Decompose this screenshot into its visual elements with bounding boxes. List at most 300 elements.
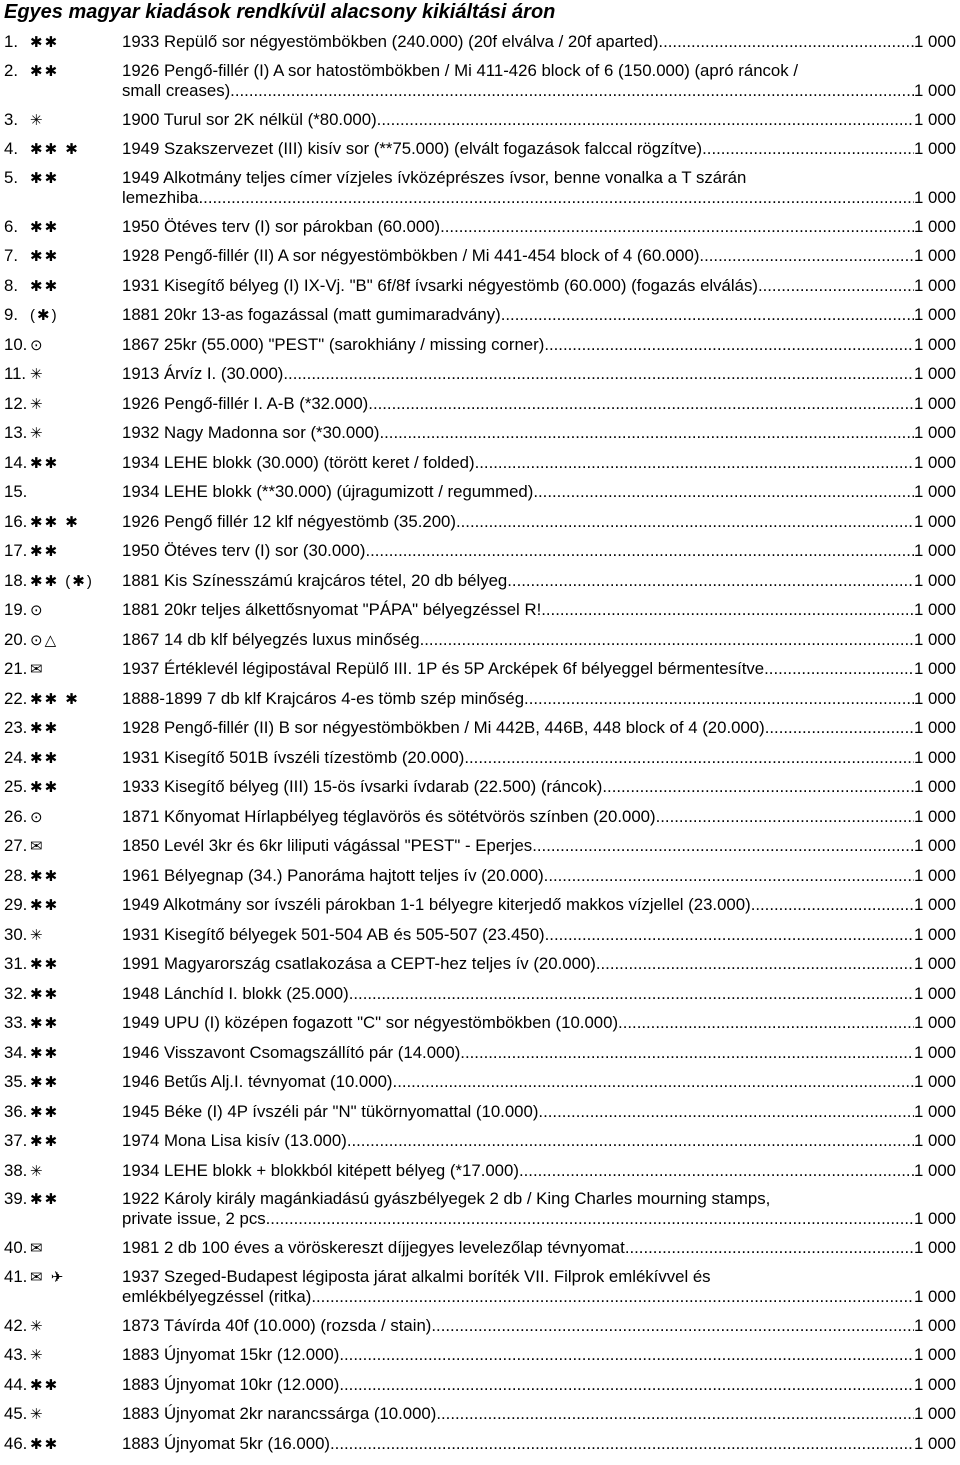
lot-description xyxy=(122,1131,956,1151)
lot-row xyxy=(4,1098,956,1128)
lot-number: 32. xyxy=(4,983,28,1003)
dot-leader xyxy=(339,1345,914,1365)
starting-price: 1 000 xyxy=(914,954,956,973)
starting-price: 1 000 xyxy=(914,895,956,914)
lot-description xyxy=(122,276,956,296)
lot-description-line: 1883 Újnyomat 5kr (16.000) ..... 1 000 xyxy=(122,1434,956,1454)
dot-leader xyxy=(347,1131,914,1151)
lot-description-line: 1949 Alkotmány sor ívszéli párokban 1-1 bélyegre kiterjedő makkos vízjellel (23.000) ..... 1 000 xyxy=(122,895,956,915)
lot-description-line: 1922 Károly király magánkiadású gyászbélyegek 2 db / King Charles mourning stamps, xyxy=(122,1189,771,1208)
lot-description xyxy=(122,1434,956,1454)
condition-symbol-icon: ✱✱ xyxy=(30,454,60,472)
dot-leader xyxy=(311,1287,914,1307)
lot-number: 37. xyxy=(4,1131,28,1150)
lot-number: 24. xyxy=(4,747,28,767)
dot-leader xyxy=(656,807,914,827)
lot-number: 26. xyxy=(4,806,28,826)
dot-leader xyxy=(456,512,914,532)
dot-leader xyxy=(764,659,914,679)
lot-row xyxy=(4,242,956,272)
condition-symbol-icon: ✱✱ xyxy=(30,1044,60,1062)
starting-price: 1 000 xyxy=(914,423,956,442)
lot-row xyxy=(4,331,956,361)
dot-leader xyxy=(532,836,914,856)
dot-leader xyxy=(507,571,914,591)
lot-row xyxy=(4,390,956,420)
lot-row xyxy=(4,803,956,833)
starting-price: 1 000 xyxy=(914,1315,956,1335)
lot-description xyxy=(122,61,956,101)
lot-number: 36. xyxy=(4,1101,28,1121)
lot-number: 6. xyxy=(4,216,18,236)
lot-number: 18. xyxy=(4,570,28,590)
lot-description xyxy=(122,1043,956,1063)
lot-number: 22. xyxy=(4,688,28,708)
starting-price: 1 000 xyxy=(914,1072,956,1091)
lot-description-line: 1926 Pengő-fillér I. A-B (*32.000) ..... 1 000 xyxy=(122,394,956,414)
lot-number: 44. xyxy=(4,1374,28,1394)
lot-description xyxy=(122,541,956,561)
dot-leader xyxy=(625,1238,914,1258)
dot-leader xyxy=(544,335,914,355)
dot-leader xyxy=(420,630,914,650)
lot-row xyxy=(4,106,956,136)
condition-symbol-icon: ✳ xyxy=(30,1347,45,1364)
lot-row xyxy=(4,950,956,980)
condition-symbol-icon: ✱✱ xyxy=(30,169,60,187)
lot-description xyxy=(122,1102,956,1122)
lot-description-line: 1950 Ötéves terv (I) sor (30.000) ..... 1 000 xyxy=(122,541,956,561)
lot-description xyxy=(122,1404,956,1424)
lot-row xyxy=(4,1068,956,1098)
dot-leader xyxy=(440,217,914,237)
lot-description-line: 1888-1899 7 db klf Krajcáros 4-es tömb szép minőség ..... 1 000 xyxy=(122,689,956,709)
lot-description-line: emlékbélyegzéssel (ritka) ..... 1 000 xyxy=(122,1287,956,1307)
lot-number: 34. xyxy=(4,1042,28,1062)
starting-price: 1 000 xyxy=(914,305,956,324)
dot-leader xyxy=(283,364,914,384)
lot-row xyxy=(4,28,956,58)
condition-symbol-icon: ✱✱ xyxy=(30,1376,60,1394)
lot-description xyxy=(122,1072,956,1092)
condition-symbol-icon: ✱✱ xyxy=(30,956,60,973)
lot-description-line: 1945 Béke (I) 4P ívszéli pár "N" tükörnyomattal (10.000) ..... 1 000 xyxy=(122,1102,956,1122)
dot-leader xyxy=(545,925,914,945)
lot-number: 9. xyxy=(4,305,18,324)
condition-symbol-icon: ✱✱ xyxy=(30,985,60,1003)
starting-price: 1 000 xyxy=(914,629,956,649)
lot-description xyxy=(122,630,956,650)
lot-description-line: 1873 Távírda 40f (10.000) (rozsda / stain) ..... 1 000 xyxy=(122,1316,956,1336)
starting-price: 1 000 xyxy=(914,865,956,885)
starting-price: 1 000 xyxy=(914,718,956,737)
lot-row xyxy=(4,1371,956,1401)
condition-symbol-icon: ✉ ✈ xyxy=(30,1268,66,1286)
lot-row xyxy=(4,655,956,685)
lot-description-line: 1931 Kisegítő 501B ívszéli tízestömb (20.000) ..... 1 000 xyxy=(122,748,956,768)
lot-description-line: 1900 Turul sor 2K nélkül (*80.000) ..... 1 000 xyxy=(122,110,956,130)
condition-symbol-icon: ✱✱ xyxy=(30,1191,60,1208)
condition-symbol-icon: ✱✱ xyxy=(30,543,60,560)
lot-number: 46. xyxy=(4,1433,28,1453)
lot-description xyxy=(122,1013,956,1033)
lot-row xyxy=(4,891,956,921)
condition-symbol-icon: ✉ xyxy=(30,661,45,678)
lot-description-line: 1871 Kőnyomat Hírlapbélyeg téglavörös és sötétvörös színben (20.000) ..... 1 000 xyxy=(122,807,956,827)
starting-price: 1 000 xyxy=(914,246,956,265)
dot-leader xyxy=(393,1072,914,1092)
dot-leader xyxy=(702,139,914,159)
starting-price: 1 000 xyxy=(914,511,956,531)
lot-number: 10. xyxy=(4,334,28,354)
lot-description xyxy=(122,925,956,945)
lot-row xyxy=(4,1127,956,1157)
lot-row xyxy=(4,921,956,951)
lot-number: 31. xyxy=(4,954,28,973)
condition-symbol-icon: ✱✱ xyxy=(30,720,60,737)
lot-number: 23. xyxy=(4,718,28,737)
starting-price: 1 000 xyxy=(914,747,956,767)
lot-description xyxy=(122,1375,956,1395)
lot-description xyxy=(122,895,956,915)
lot-description-line: 1949 UPU (I) középen fogazott "C" sor négyestömbökben (10.000) ..... 1 000 xyxy=(122,1013,956,1033)
starting-price: 1 000 xyxy=(914,777,956,796)
lot-description-line: private issue, 2 pcs ..... 1 000 xyxy=(122,1209,956,1229)
lot-number: 11. xyxy=(4,364,27,383)
starting-price: 1 000 xyxy=(914,836,956,855)
lot-description-line: 1928 Pengő-fillér (II) B sor négyestömbökben / Mi 442B, 446B, 448 block of 4 (20.000) ..... 1 000 xyxy=(122,718,956,738)
lot-description-line: 1913 Árvíz I. (30.000) ..... 1 000 xyxy=(122,364,956,384)
lot-list xyxy=(4,28,956,1459)
lot-description-line: 1933 Repülő sor négyestömbökben (240.000) (20f elválva / 20f aparted) ..... 1 000 xyxy=(122,32,956,52)
condition-symbol-icon: ✱✱ xyxy=(30,248,60,265)
condition-symbol-icon: ✉ xyxy=(30,838,45,855)
lot-description xyxy=(122,482,956,502)
starting-price: 1 000 xyxy=(914,1286,956,1306)
dot-leader xyxy=(699,246,914,266)
condition-symbol-icon: ⊙ xyxy=(30,602,45,619)
lot-number: 42. xyxy=(4,1315,28,1335)
lot-row xyxy=(4,1341,956,1371)
lot-row xyxy=(4,980,956,1010)
lot-row xyxy=(4,744,956,774)
lot-description xyxy=(122,836,956,856)
lot-description-line: 1933 Kisegítő bélyeg (III) 15-ös ívsarki ívdarab (22.500) (ráncok) ..... 1 000 xyxy=(122,777,956,797)
starting-price: 1 000 xyxy=(914,32,956,51)
lot-description-line: 1931 Kisegítő bélyegek 501-504 AB és 505-507 (23.450) ..... 1 000 xyxy=(122,925,956,945)
lot-description-line: small creases) ..... 1 000 xyxy=(122,81,956,101)
lot-description xyxy=(122,1316,956,1336)
lot-description-line: 1937 Értéklevél légipostával Repülő III. 1P és 5P Arcképek 6f bélyeggel bérmentesítve ..... 1 000 xyxy=(122,659,956,679)
dot-leader xyxy=(501,305,914,325)
lot-row xyxy=(4,714,956,744)
lot-description-line: 1950 Ötéves terv (I) sor párokban (60.000) ..... 1 000 xyxy=(122,217,956,237)
dot-leader xyxy=(618,1013,914,1033)
condition-symbol-icon: ✱✱ xyxy=(30,1074,60,1091)
lot-number: 12. xyxy=(4,393,28,413)
condition-symbol-icon: ✳ xyxy=(30,1162,45,1180)
dot-leader xyxy=(199,188,915,208)
lot-number: 19. xyxy=(4,600,28,619)
starting-price: 1 000 xyxy=(914,1404,956,1423)
lot-row xyxy=(4,832,956,862)
lot-row xyxy=(4,685,956,715)
lot-number: 2. xyxy=(4,60,18,80)
dot-leader xyxy=(377,110,914,130)
condition-symbol-icon: ⊙△ xyxy=(30,631,59,649)
dot-leader xyxy=(230,81,914,101)
starting-price: 1 000 xyxy=(914,983,956,1003)
condition-symbol-icon: ✱✱ xyxy=(30,1133,60,1150)
condition-symbol-icon: ✱✱ ✱ xyxy=(30,513,80,531)
condition-symbol-icon: ✱✱ xyxy=(30,277,60,295)
lot-description xyxy=(122,305,956,325)
condition-symbol-icon: ✱✱ xyxy=(30,749,60,767)
dot-leader xyxy=(524,689,914,709)
starting-price: 1 000 xyxy=(914,275,956,295)
page-title: Egyes magyar kiadások rendkívül alacsony kikiáltási áron xyxy=(4,1,556,23)
dot-leader xyxy=(379,423,914,443)
starting-price: 1 000 xyxy=(914,393,956,413)
condition-symbol-icon: ✳ xyxy=(30,111,45,129)
lot-description xyxy=(122,512,956,532)
condition-symbol-icon: ✱✱ ✱ xyxy=(30,690,80,708)
starting-price: 1 000 xyxy=(914,1345,956,1364)
lot-description xyxy=(122,866,956,886)
lot-description xyxy=(122,364,956,384)
lot-number: 3. xyxy=(4,109,18,129)
lot-description xyxy=(122,110,956,130)
lot-row xyxy=(4,537,956,567)
condition-symbol-icon: ✱✱ xyxy=(30,897,60,914)
lot-row xyxy=(4,135,956,165)
lot-description xyxy=(122,453,956,473)
condition-symbol-icon: ✳ xyxy=(30,425,45,442)
lot-number: 38. xyxy=(4,1160,28,1180)
lot-description xyxy=(122,807,956,827)
condition-symbol-icon: ⊙ xyxy=(30,336,45,354)
dot-leader xyxy=(751,895,914,915)
lot-description xyxy=(122,659,956,679)
lot-row xyxy=(4,1157,956,1187)
starting-price: 1 000 xyxy=(914,187,956,207)
lot-description-line: 1946 Visszavont Csomagszállító pár (14.000) ..... 1 000 xyxy=(122,1043,956,1063)
starting-price: 1 000 xyxy=(914,1042,956,1062)
condition-symbol-icon: ✱✱ xyxy=(30,1435,60,1453)
condition-symbol-icon: ✳ xyxy=(30,395,45,413)
condition-symbol-icon: ✱✱ (✱) xyxy=(30,572,94,590)
starting-price: 1 000 xyxy=(914,364,956,383)
lot-description xyxy=(122,217,956,237)
lot-row xyxy=(4,360,956,390)
condition-symbol-icon: ✱✱ xyxy=(30,1103,60,1121)
lot-number: 20. xyxy=(4,629,28,649)
lot-number: 15. xyxy=(4,482,28,501)
lot-description-line: 1931 Kisegítő bélyeg (I) IX-Vj. "B" 6f/8f ívsarki négyestömb (60.000) (fogazás elválás) ..... 1 000 xyxy=(122,276,956,296)
dot-leader xyxy=(475,453,914,473)
lot-row xyxy=(4,478,956,508)
lot-number: 5. xyxy=(4,167,18,187)
lot-description-line: 1881 Kis Színesszámú krajcáros tétel, 20 db bélyeg ..... 1 000 xyxy=(122,571,956,591)
starting-price: 1 000 xyxy=(914,1209,956,1228)
lot-row xyxy=(4,1009,956,1039)
dot-leader xyxy=(602,777,914,797)
lot-row xyxy=(4,1312,956,1342)
starting-price: 1 000 xyxy=(914,806,956,826)
dot-leader xyxy=(519,1161,914,1181)
starting-price: 1 000 xyxy=(914,570,956,590)
dot-leader xyxy=(431,1316,914,1336)
lot-number: 4. xyxy=(4,139,18,158)
dot-leader xyxy=(368,394,914,414)
lot-description-line: 1961 Bélyegnap (34.) Panoráma hajtott teljes ív (20.000) ..... 1 000 xyxy=(122,866,956,886)
lot-number: 35. xyxy=(4,1072,28,1091)
dot-leader xyxy=(266,1209,914,1229)
lot-description-line: 1881 20kr 13-as fogazással (matt gumimaradvány) ..... 1 000 xyxy=(122,305,956,325)
condition-symbol-icon: (✱) xyxy=(30,307,59,324)
lot-row xyxy=(4,165,956,213)
starting-price: 1 000 xyxy=(914,1374,956,1394)
starting-price: 1 000 xyxy=(914,541,956,560)
starting-price: 1 000 xyxy=(914,659,956,678)
lot-description xyxy=(122,600,956,620)
starting-price: 1 000 xyxy=(914,334,956,354)
lot-description-line: 1934 LEHE blokk (**30.000) (újragumizott / regummed) ..... 1 000 xyxy=(122,482,956,502)
lot-description xyxy=(122,1161,956,1181)
lot-description-line: 1883 Újnyomat 2kr narancssárga (10.000) ..... 1 000 xyxy=(122,1404,956,1424)
lot-description-line: 1850 Levél 3kr és 6kr liliputi vágással "PEST" - Eperjes ..... 1 000 xyxy=(122,836,956,856)
dot-leader xyxy=(464,748,914,768)
lot-description xyxy=(122,1267,956,1307)
condition-symbol-icon: ✳ xyxy=(30,1406,45,1423)
starting-price: 1 000 xyxy=(914,80,956,100)
condition-symbol-icon: ✱✱ xyxy=(30,62,60,80)
lot-description xyxy=(122,984,956,1004)
lot-row xyxy=(4,213,956,243)
starting-price: 1 000 xyxy=(914,482,956,501)
starting-price: 1 000 xyxy=(914,216,956,236)
lot-description-line: 1932 Nagy Madonna sor (*30.000) ..... 1 000 xyxy=(122,423,956,443)
lot-row xyxy=(4,58,956,106)
lot-number: 7. xyxy=(4,246,18,265)
starting-price: 1 000 xyxy=(914,452,956,472)
dot-leader xyxy=(349,984,914,1004)
dot-leader xyxy=(533,482,914,502)
condition-symbol-icon: ✱✱ xyxy=(30,218,60,236)
dot-leader xyxy=(758,276,914,296)
dot-leader xyxy=(339,1375,914,1395)
starting-price: 1 000 xyxy=(914,1433,956,1453)
lot-description xyxy=(122,748,956,768)
lot-number: 25. xyxy=(4,777,28,796)
lot-description-line: 1974 Mona Lisa kisív (13.000) ..... 1 000 xyxy=(122,1131,956,1151)
lot-description-line: 1991 Magyarország csatlakozása a CEPT-hez teljes ív (20.000) ..... 1 000 xyxy=(122,954,956,974)
lot-description-line: 1867 14 db klf bélyegzés luxus minőség ..... 1 000 xyxy=(122,630,956,650)
dot-leader xyxy=(544,866,914,886)
condition-symbol-icon: ✱✱ xyxy=(30,867,60,885)
dot-leader xyxy=(596,954,914,974)
lot-number: 45. xyxy=(4,1404,28,1423)
lot-row xyxy=(4,272,956,302)
lot-description xyxy=(122,246,956,266)
starting-price: 1 000 xyxy=(914,688,956,708)
lot-description xyxy=(122,571,956,591)
lot-description-line: 1883 Újnyomat 15kr (12.000) ..... 1 000 xyxy=(122,1345,956,1365)
lot-number: 14. xyxy=(4,452,28,472)
lot-description-line: 1881 20kr teljes álkettősnyomat "PÁPA" bélyegzéssel R!. ..... 1 000 xyxy=(122,600,956,620)
lot-number: 13. xyxy=(4,423,28,442)
lot-row xyxy=(4,301,956,331)
lot-description xyxy=(122,1345,956,1365)
lot-row xyxy=(4,773,956,803)
condition-symbol-icon: ✉ xyxy=(30,1240,45,1257)
starting-price: 1 000 xyxy=(914,1013,956,1032)
dot-leader xyxy=(765,718,914,738)
lot-row xyxy=(4,626,956,656)
lot-description xyxy=(122,335,956,355)
lot-description-line: 1949 Alkotmány teljes címer vízjeles ívközéprészes ívsor, benne vonalka a T szárán xyxy=(122,167,747,187)
dot-leader xyxy=(436,1404,914,1424)
lot-number: 27. xyxy=(4,836,28,855)
condition-symbol-icon: ✳ xyxy=(30,366,45,383)
lot-number: 17. xyxy=(4,541,28,560)
lot-description xyxy=(122,777,956,797)
lot-description-line: 1948 Lánchíd I. blokk (25.000) ..... 1 000 xyxy=(122,984,956,1004)
lot-description xyxy=(122,689,956,709)
lot-description-line: 1928 Pengő-fillér (II) A sor négyestömbökben / Mi 441-454 block of 4 (60.000) ..... 1 000 xyxy=(122,246,956,266)
lot-description xyxy=(122,718,956,738)
lot-description xyxy=(122,1238,956,1258)
starting-price: 1 000 xyxy=(914,924,956,944)
lot-description-line: lemezhiba ..... 1 000 xyxy=(122,188,956,208)
dot-leader xyxy=(658,32,914,52)
lot-number: 16. xyxy=(4,511,28,531)
lot-row xyxy=(4,1039,956,1069)
lot-description-line: 1867 25kr (55.000) "PEST" (sarokhiány / missing corner) ..... 1 000 xyxy=(122,335,956,355)
lot-row xyxy=(4,419,956,449)
lot-description-line: 1934 LEHE blokk (30.000) (törött keret / folded) ..... 1 000 xyxy=(122,453,956,473)
lot-number: 29. xyxy=(4,895,28,914)
lot-number: 39. xyxy=(4,1189,28,1208)
condition-symbol-icon: ✱✱ ✱ xyxy=(30,141,80,158)
lot-description-line: 1981 2 db 100 éves a vöröskereszt díjjegyes levelezőlap tévnyomat ..... 1 000 xyxy=(122,1238,956,1258)
lot-description-line: 1883 Újnyomat 10kr (12.000) ..... 1 000 xyxy=(122,1375,956,1395)
lot-description xyxy=(122,168,956,208)
dot-leader xyxy=(330,1434,914,1454)
lot-row xyxy=(4,508,956,538)
starting-price: 1 000 xyxy=(914,1238,956,1257)
dot-leader xyxy=(365,541,914,561)
lot-number: 41. xyxy=(4,1266,28,1286)
starting-price: 1 000 xyxy=(914,1101,956,1121)
dot-leader xyxy=(538,1102,914,1122)
lot-number: 33. xyxy=(4,1013,28,1032)
lot-description-line: 1934 LEHE blokk + blokkból kitépett bélyeg (*17.000) ..... 1 000 xyxy=(122,1161,956,1181)
starting-price: 1 000 xyxy=(914,139,956,158)
lot-description-line: 1946 Betűs Alj.I. tévnyomat (10.000) ..... 1 000 xyxy=(122,1072,956,1092)
lot-description xyxy=(122,1189,956,1229)
lot-row xyxy=(4,1264,956,1312)
starting-price: 1 000 xyxy=(914,1160,956,1180)
lot-number: 1. xyxy=(4,32,18,51)
lot-number: 30. xyxy=(4,924,28,944)
lot-row xyxy=(4,1234,956,1264)
starting-price: 1 000 xyxy=(914,600,956,619)
lot-description xyxy=(122,394,956,414)
condition-symbol-icon: ✳ xyxy=(30,1317,45,1335)
starting-price: 1 000 xyxy=(914,1131,956,1150)
lot-row xyxy=(4,567,956,597)
